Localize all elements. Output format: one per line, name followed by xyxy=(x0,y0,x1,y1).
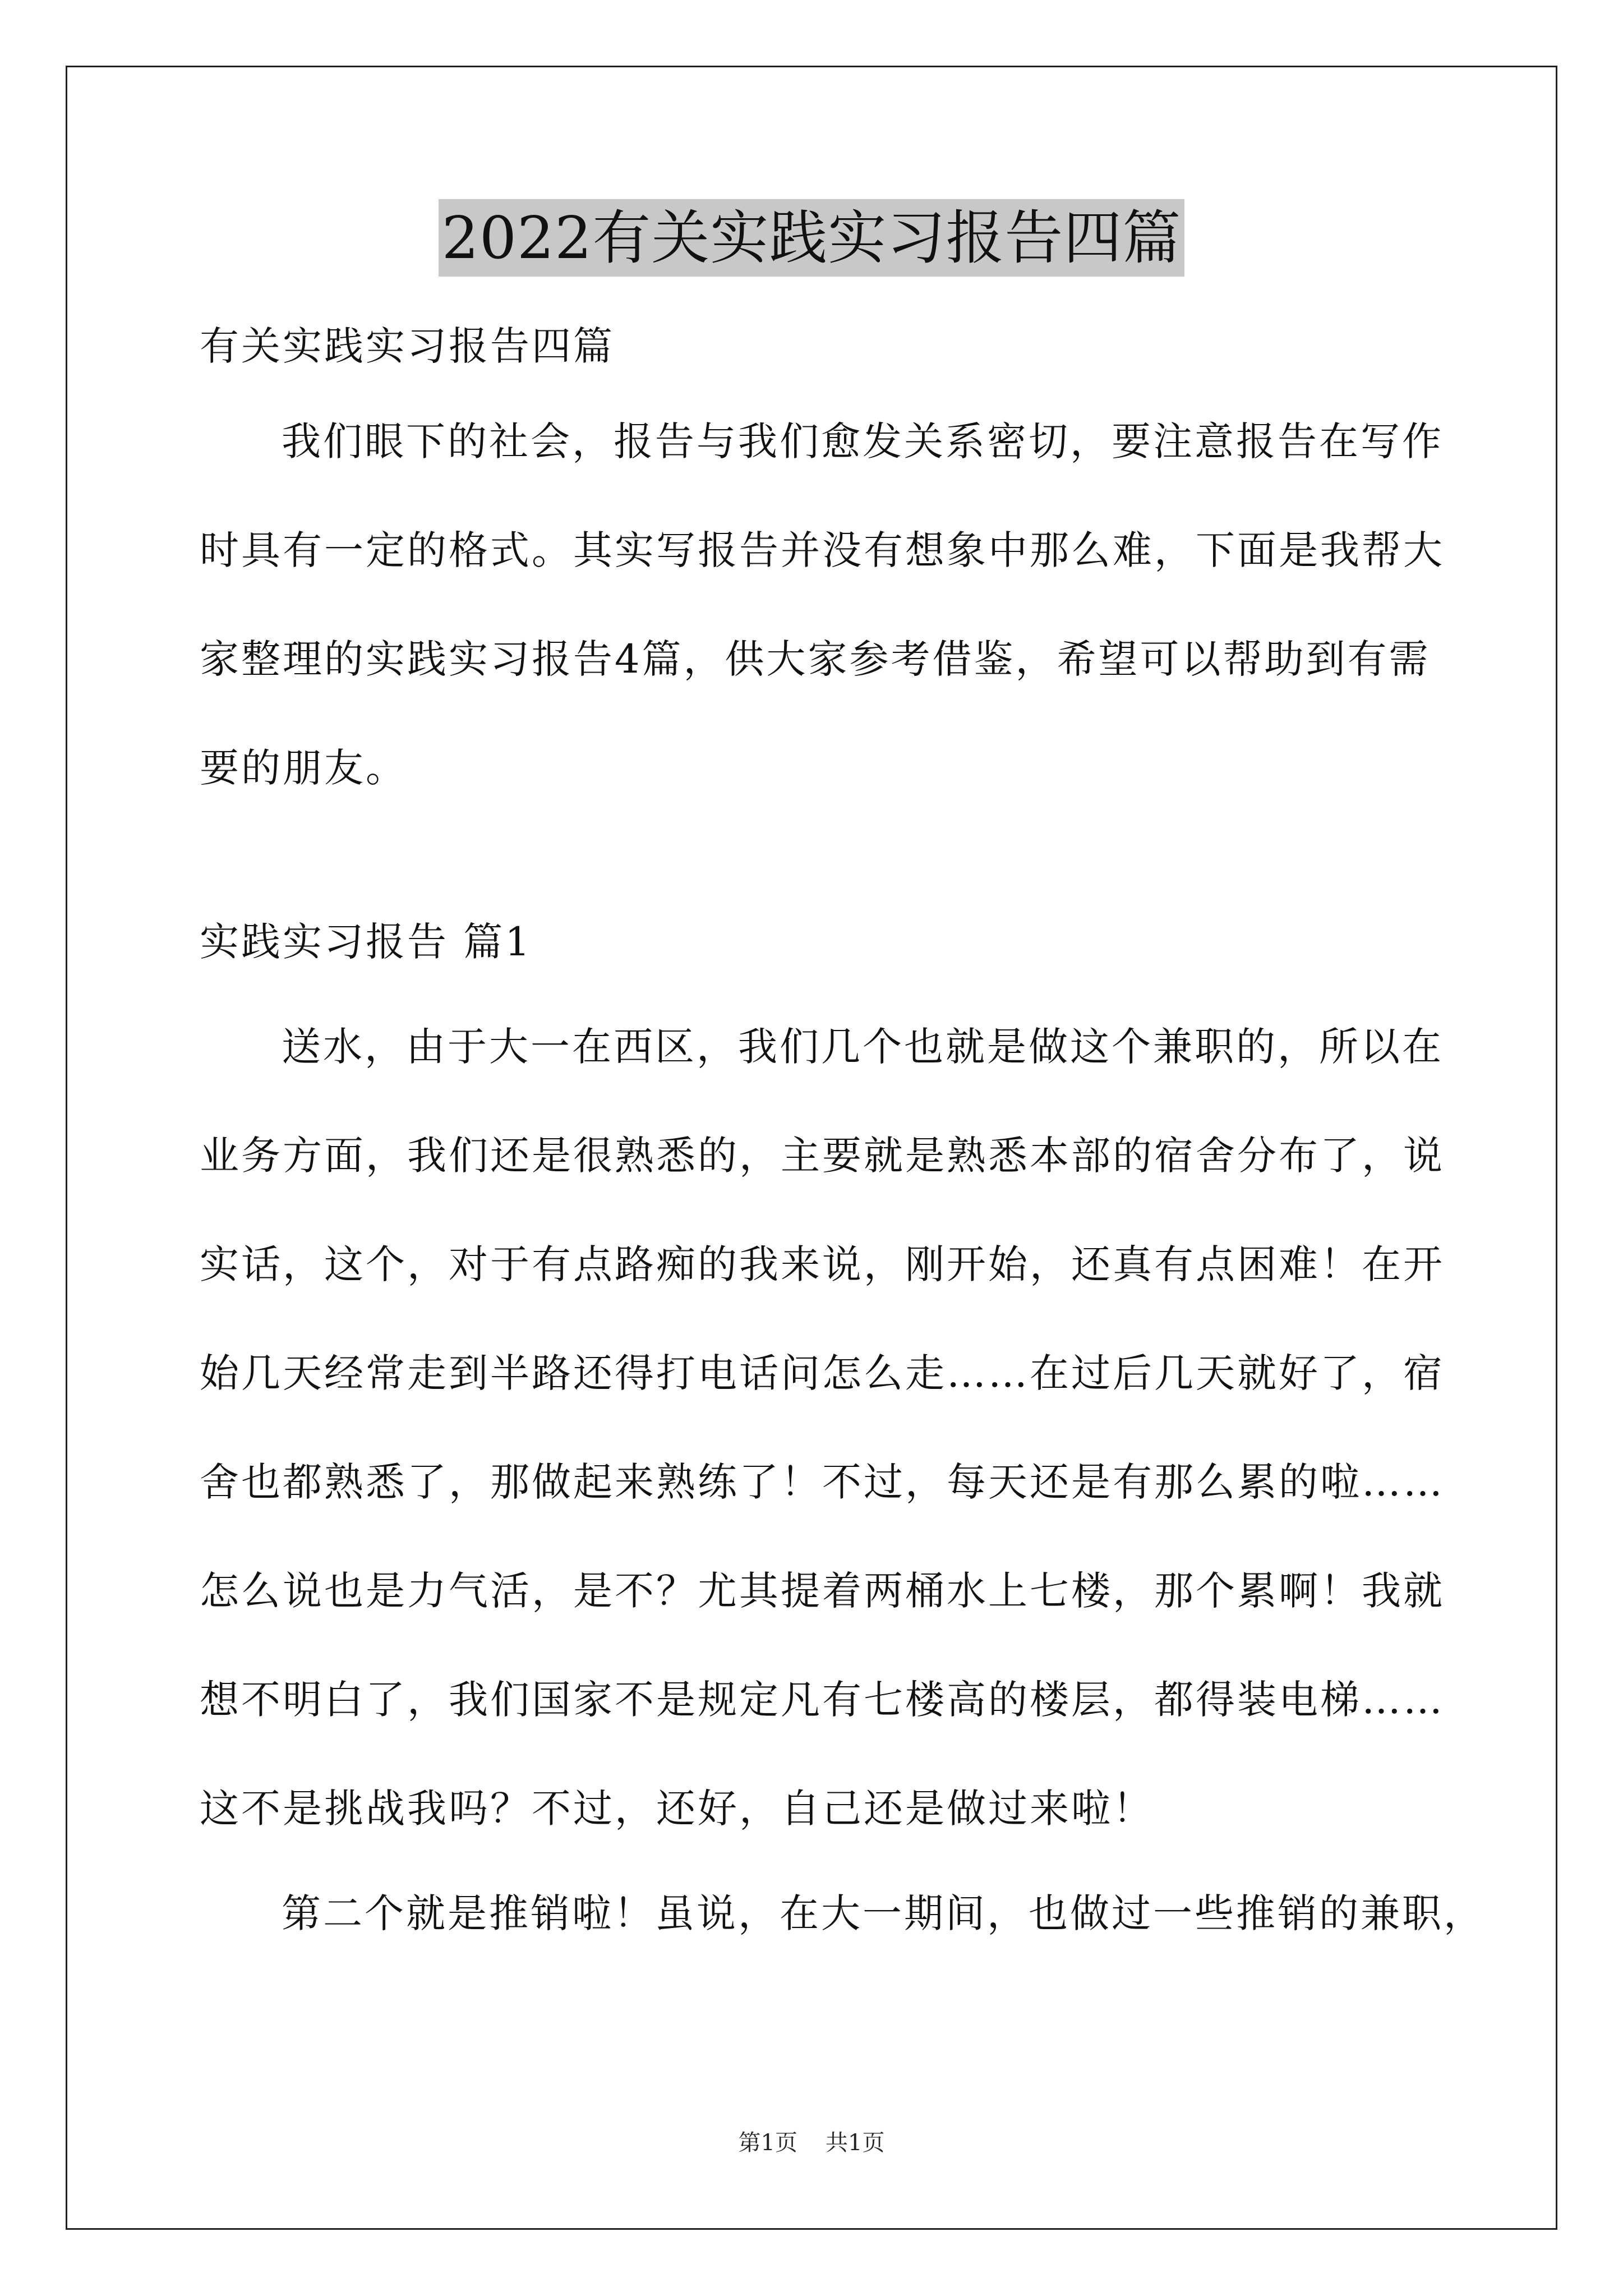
paragraph-line: 这不是挑战我吗？不过，还好，自己还是做过来啦！ xyxy=(200,1786,1154,1832)
intro-line: 家整理的实践实习报告4篇，供大家参考借鉴，希望可以帮助到有需 xyxy=(200,636,1431,682)
page-total: 共1页 xyxy=(826,2130,885,2156)
paragraph-line: 舍也都熟悉了，那做起来熟练了！不过，每天还是有那么累的啦…… xyxy=(200,1459,1445,1505)
paragraph-line: 业务方面，我们还是很熟悉的，主要就是熟悉本部的宿舍分布了，说 xyxy=(200,1133,1445,1179)
paragraph-line: 想不明白了，我们国家不是规定凡有七楼高的楼层，都得装电梯…… xyxy=(200,1677,1445,1723)
paragraph-line: 怎么说也是力气活，是不？尤其提着两桶水上七楼，那个累啊！我就 xyxy=(200,1568,1445,1614)
intro-line: 时具有一定的格式。其实写报告并没有想象中那么难，下面是我帮大 xyxy=(200,527,1445,573)
subtitle: 有关实践实习报告四篇 xyxy=(200,323,615,369)
intro-paragraph xyxy=(200,413,1445,796)
paragraph-line: 送水，由于大一在西区，我们几个也就是做这个兼职的，所以在 xyxy=(282,1024,1444,1070)
intro-line: 我们眼下的社会，报告与我们愈发关系密切，要注意报告在写作 xyxy=(282,418,1444,464)
page-footer xyxy=(0,2126,1623,2160)
page-number: 第1页 xyxy=(738,2130,797,2156)
document-title: 2022有关实践实习报告四篇 xyxy=(439,199,1185,277)
section1-paragraph-2: 第二个就是推销啦！虽说，在大一期间，也做过一些推销的兼职， xyxy=(282,1890,1485,1936)
title-block xyxy=(0,199,1623,277)
paragraph-line: 始几天经常走到半路还得打电话问怎么走……在过后几天就好了，宿 xyxy=(200,1350,1445,1396)
paragraph-line: 实话，这个，对于有点路痴的我来说，刚开始，还真有点困难！在开 xyxy=(200,1241,1445,1287)
section-heading: 实践实习报告 篇1 xyxy=(200,919,532,965)
document-body xyxy=(200,303,1485,1941)
section1-paragraph xyxy=(200,1019,1445,1837)
intro-line: 要的朋友。 xyxy=(200,745,407,791)
